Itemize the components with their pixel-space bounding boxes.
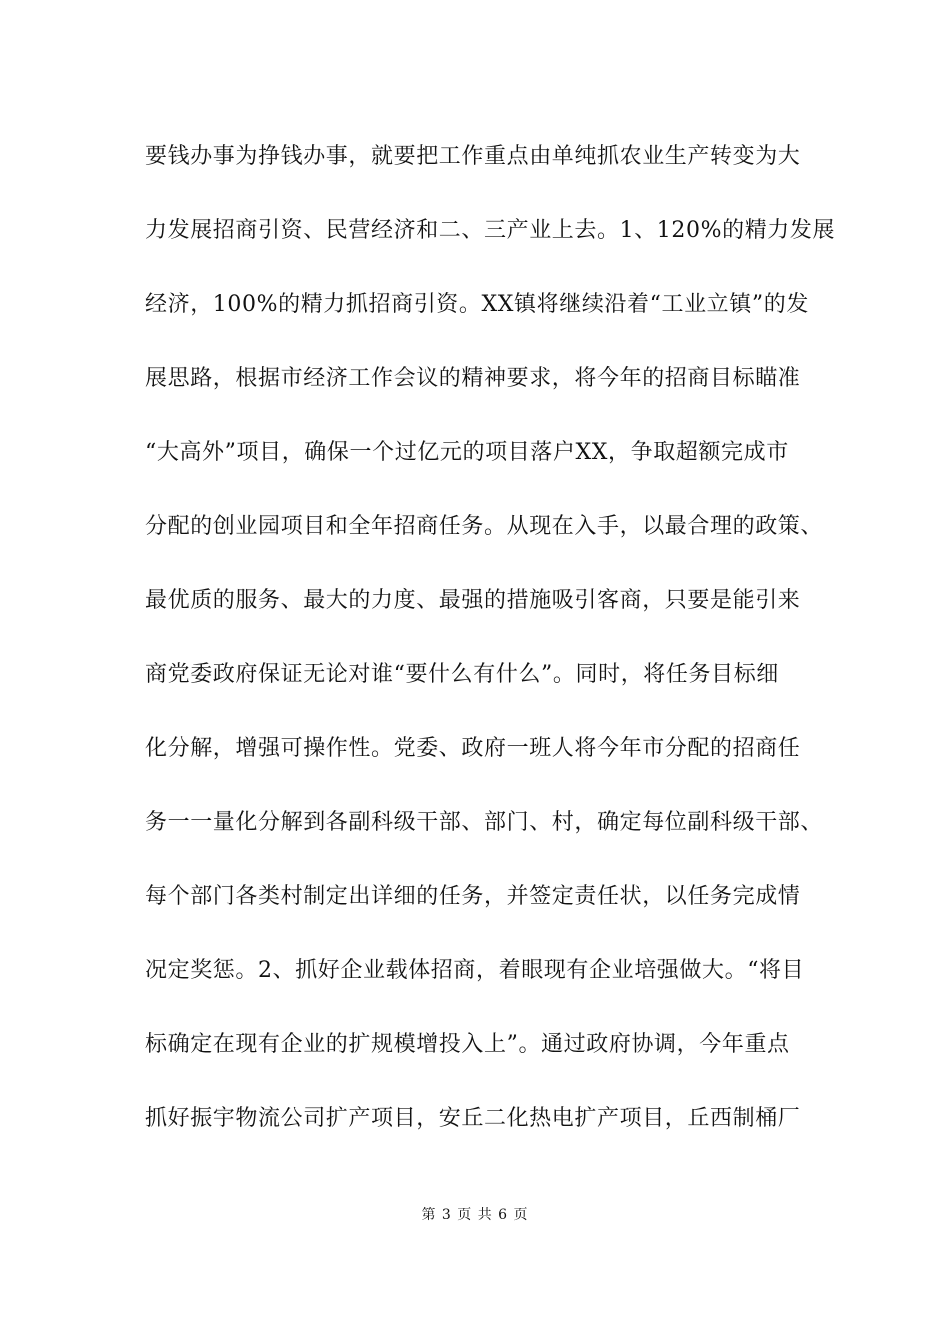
text-line: 况定奖惩。2、抓好企业载体招商，着眼现有企业培强做大。“将目 [145, 958, 805, 983]
text-line: 展思路，根据市经济工作会议的精神要求，将今年的招商目标瞄准 [145, 366, 801, 391]
text-line: 商党委政府保证无论对谁“要什么有什么”。同时，将任务目标细 [145, 662, 779, 687]
page-number: 第 3 页 共 6 页 [421, 1207, 529, 1223]
text-line: 每个部门各类村制定出详细的任务，并签定责任状，以任务完成情 [145, 884, 801, 909]
text-line: 力发展招商引资、民营经济和二、三产业上去。1、120%的精力发展 [145, 218, 836, 243]
text-line: 经济，100%的精力抓招商引资。XX镇将继续沿着“工业立镇”的发 [145, 292, 809, 317]
text-line: 抓好振宇物流公司扩产项目，安丘二化热电扩产项目，丘西制桶厂 [145, 1106, 801, 1131]
text-line: 标确定在现有企业的扩规模增投入上”。通过政府协调，今年重点 [145, 1032, 790, 1057]
text-line: “大高外”项目，确保一个过亿元的项目落户XX，争取超额完成市 [145, 440, 789, 465]
text-line: 化分解，增强可操作性。党委、政府一班人将今年市分配的招商任 [145, 736, 801, 761]
page-footer [0, 1205, 950, 1225]
text-line: 务一一量化分解到各副科级干部、部门、村，确定每位副科级干部、 [145, 810, 824, 835]
body-text [145, 135, 836, 1171]
text-line: 最优质的服务、最大的力度、最强的措施吸引客商，只要是能引来 [145, 588, 801, 613]
text-line: 分配的创业园项目和全年招商任务。从现在入手，以最合理的政策、 [145, 514, 824, 539]
text-line: 要钱办事为挣钱办事，就要把工作重点由单纯抓农业生产转变为大 [145, 144, 801, 169]
